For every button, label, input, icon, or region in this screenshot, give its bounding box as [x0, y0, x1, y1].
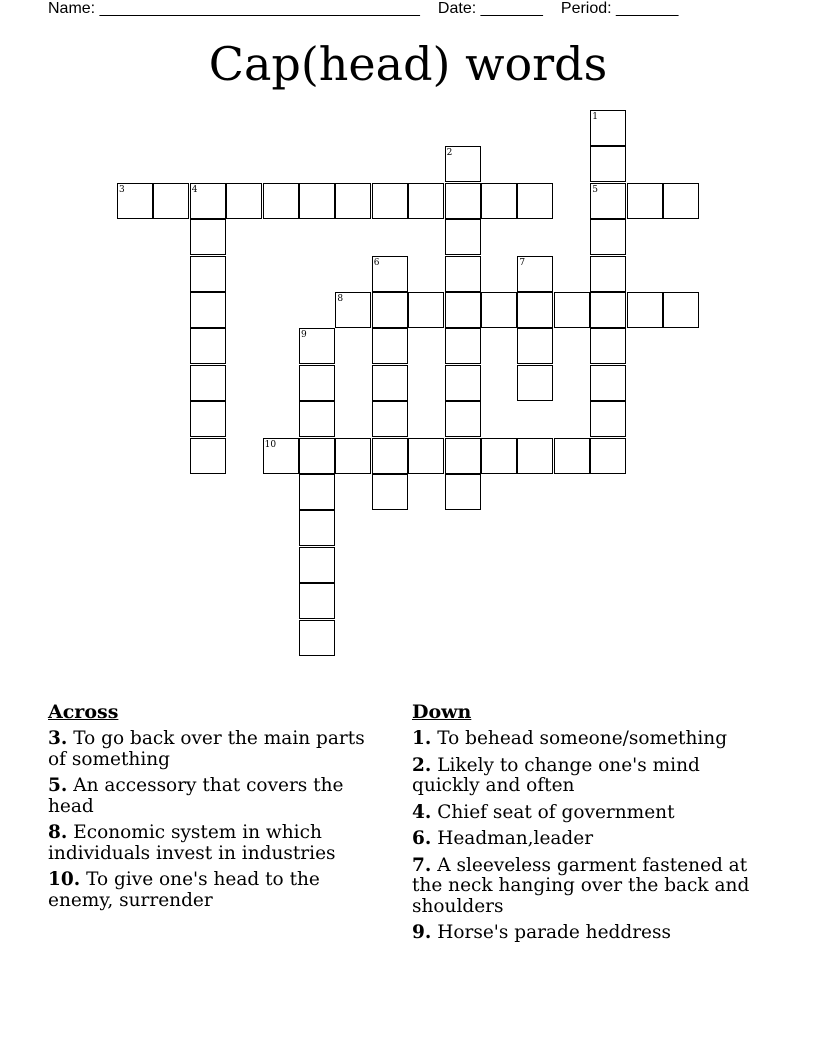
grid-cell[interactable] — [481, 183, 517, 219]
clue-number-label: 10 — [264, 439, 277, 450]
clue-text: An accessory that covers the head — [48, 775, 344, 817]
clue-number-label: 9 — [301, 330, 307, 341]
clue-down-6 — [412, 829, 752, 850]
grid-cell[interactable] — [372, 365, 408, 401]
clue-number: 4. — [412, 801, 432, 823]
grid-cell[interactable] — [445, 183, 481, 219]
clue-number: 1. — [412, 728, 432, 749]
clue-text: Likely to change one's mind quickly and often — [412, 754, 700, 796]
clue-number-label: 5 — [592, 184, 598, 195]
grid-cell[interactable] — [663, 292, 699, 328]
clue-number: 10. — [48, 869, 81, 890]
grid-cell[interactable] — [590, 438, 626, 474]
grid-cell[interactable] — [590, 292, 626, 328]
clue-across-3 — [48, 729, 378, 770]
clue-number-label: 1 — [592, 112, 598, 122]
grid-cell[interactable] — [372, 292, 408, 328]
grid-cell[interactable] — [372, 438, 408, 474]
down-clues — [412, 701, 752, 950]
grid-cell[interactable] — [445, 219, 481, 255]
grid-cell[interactable] — [590, 256, 626, 292]
clue-number: 2. — [412, 754, 432, 776]
grid-cell[interactable] — [299, 438, 335, 474]
clue-text: To give one's head to the enemy, surrender — [48, 869, 320, 911]
grid-cell[interactable] — [481, 438, 517, 474]
clue-number-label: 6 — [373, 257, 380, 268]
clue-text: To behead someone/something — [437, 728, 728, 749]
clue-down-1 — [412, 729, 752, 750]
grid-cell[interactable] — [445, 365, 481, 401]
grid-cell[interactable] — [517, 183, 553, 219]
grid-cell[interactable] — [190, 256, 226, 292]
grid-cell[interactable] — [299, 620, 335, 656]
clue-down-2 — [412, 756, 752, 797]
clue-number-label: 8 — [337, 294, 344, 304]
grid-cell[interactable] — [590, 219, 626, 255]
grid-cell[interactable] — [190, 328, 226, 364]
grid-cell[interactable] — [190, 292, 226, 328]
clue-text: Headman,leader — [437, 828, 594, 849]
grid-cell[interactable] — [263, 183, 299, 219]
across-clues — [48, 701, 378, 917]
clue-number-label: 3 — [119, 184, 125, 195]
clue-number: 6. — [412, 828, 432, 849]
grid-cell[interactable] — [153, 183, 189, 219]
down-heading: Down — [412, 701, 472, 723]
grid-cell[interactable] — [226, 183, 262, 219]
grid-cell[interactable] — [372, 474, 408, 510]
clue-down-7 — [412, 856, 752, 918]
grid-cell[interactable] — [517, 328, 553, 364]
clue-number-label: 7 — [519, 257, 526, 268]
grid-cell[interactable] — [554, 438, 590, 474]
clue-number-label: 2 — [446, 148, 453, 159]
across-heading: Across — [48, 701, 119, 723]
grid-cell[interactable] — [517, 365, 553, 401]
grid-cell[interactable] — [408, 438, 444, 474]
clue-number: 5. — [48, 775, 68, 796]
grid-cell[interactable] — [590, 365, 626, 401]
grid-cell[interactable] — [299, 183, 335, 219]
clue-number: 8. — [48, 822, 68, 843]
grid-cell[interactable] — [481, 292, 517, 328]
grid-cell[interactable] — [408, 183, 444, 219]
grid-cell[interactable] — [335, 438, 371, 474]
grid-cell[interactable] — [299, 474, 335, 510]
grid-cell[interactable] — [445, 256, 481, 292]
grid-cell[interactable] — [408, 292, 444, 328]
grid-cell[interactable] — [590, 328, 626, 364]
clue-number-label: 4 — [191, 184, 198, 195]
clue-text: To go back over the main parts of something — [48, 728, 365, 770]
page-title: Cap(head) words — [208, 37, 608, 91]
clue-number: 7. — [412, 854, 432, 876]
clue-across-5 — [48, 776, 378, 817]
clue-text: Chief seat of government — [437, 801, 675, 823]
grid-cell[interactable] — [335, 183, 371, 219]
grid-cell[interactable] — [299, 583, 335, 619]
clue-across-10 — [48, 870, 378, 911]
grid-cell[interactable] — [627, 183, 663, 219]
grid-cell[interactable] — [190, 438, 226, 474]
grid-cell[interactable] — [517, 438, 553, 474]
grid-cell[interactable] — [445, 328, 481, 364]
grid-cell[interactable] — [299, 547, 335, 583]
clue-down-4 — [412, 803, 752, 824]
grid-cell[interactable] — [590, 146, 626, 182]
clue-text: A sleeveless garment fastened at the neck hanging over the back and shoulders — [412, 854, 750, 917]
grid-cell[interactable] — [554, 292, 590, 328]
grid-cell[interactable] — [627, 292, 663, 328]
grid-cell[interactable] — [445, 292, 481, 328]
grid-cell[interactable] — [190, 401, 226, 437]
grid-cell[interactable] — [445, 438, 481, 474]
grid-cell[interactable] — [372, 401, 408, 437]
grid-cell[interactable] — [299, 401, 335, 437]
grid-cell[interactable] — [663, 183, 699, 219]
grid-cell[interactable] — [517, 292, 553, 328]
grid-cell[interactable] — [299, 365, 335, 401]
clue-down-9 — [412, 923, 752, 944]
grid-cell[interactable] — [190, 219, 226, 255]
grid-cell[interactable] — [445, 474, 481, 510]
date-field[interactable]: Date: _______ — [437, 0, 543, 17]
grid-cell[interactable] — [299, 510, 335, 546]
grid-cell[interactable] — [372, 183, 408, 219]
period-field[interactable]: Period: _______ — [560, 0, 679, 17]
grid-cell[interactable] — [445, 401, 481, 437]
clue-text: Economic system in which individuals invest in industries — [48, 822, 336, 864]
clue-across-8 — [48, 823, 378, 864]
clue-number: 3. — [48, 728, 68, 749]
clue-number: 9. — [412, 922, 432, 943]
grid-cell[interactable] — [590, 401, 626, 437]
name-field[interactable]: Name: ____________________________________ — [48, 0, 420, 17]
clue-text: Horse's parade heddress — [437, 922, 671, 943]
grid-cell[interactable] — [372, 328, 408, 364]
grid-cell[interactable] — [190, 365, 226, 401]
